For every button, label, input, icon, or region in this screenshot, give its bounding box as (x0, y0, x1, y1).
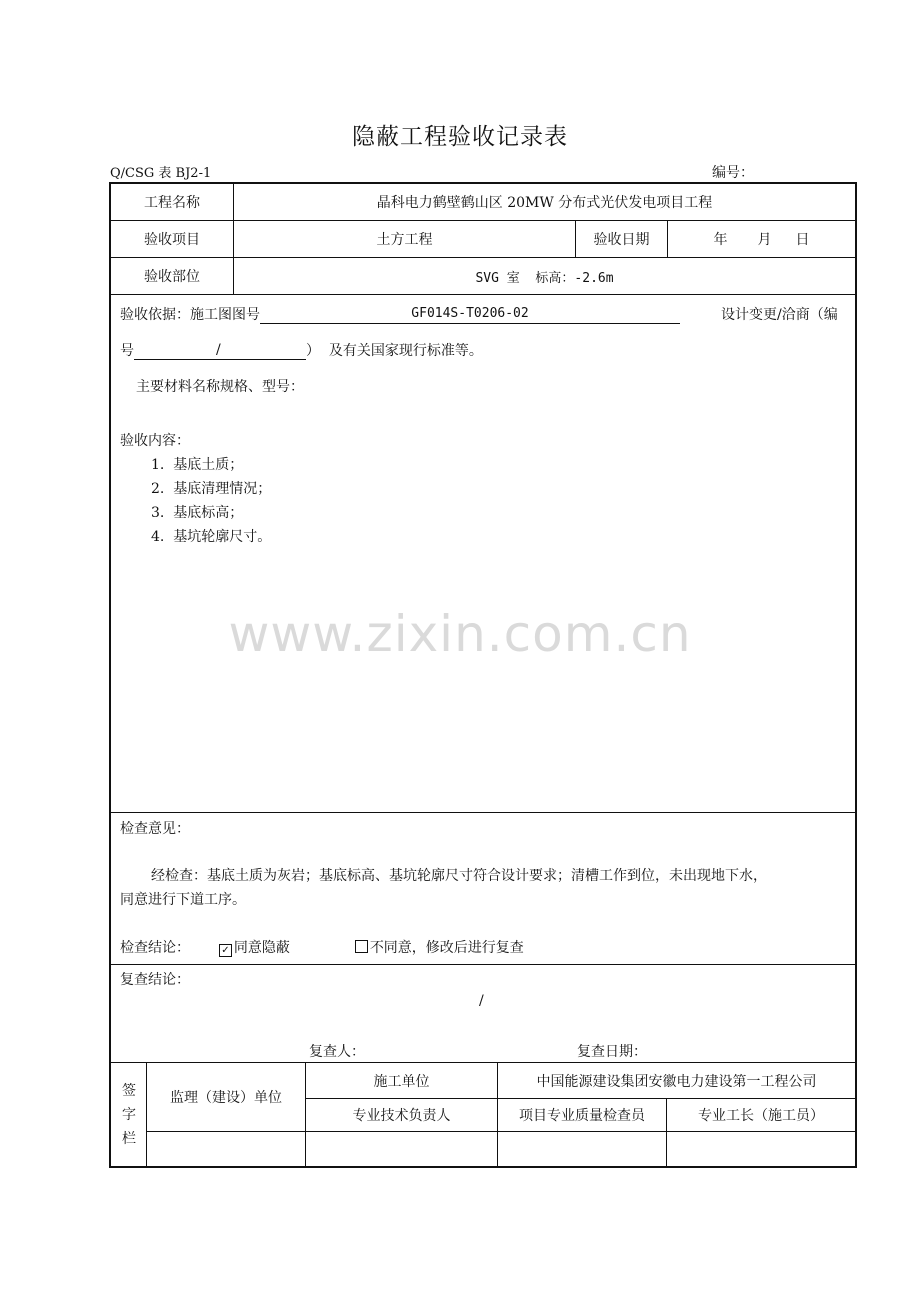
acceptance-item-value: 土方工程 (376, 232, 433, 248)
foreman-label: 专业工长（施工员） (698, 1108, 824, 1124)
contractor-unit-label: 施工单位 (373, 1073, 430, 1090)
acceptance-location-label: 验收部位 (144, 269, 200, 285)
tech-lead-label: 专业技术负责人 (352, 1108, 451, 1124)
supervisor-signature-field[interactable] (147, 1132, 305, 1166)
basis-label: 验收依据：施工图图号 (120, 307, 260, 323)
watermark: www.zixin.com.cn (228, 605, 692, 663)
content-item: 2. 基底清理情况； (151, 481, 272, 497)
basis-line-1 (120, 304, 680, 324)
change-number-field (134, 342, 306, 360)
serial-number-label: 编号： (712, 165, 754, 181)
disagree-checkbox[interactable] (355, 940, 368, 953)
signature-column-char: 字 (122, 1107, 136, 1123)
signature-column-char: 栏 (122, 1131, 136, 1147)
content-item: 3. 基底标高； (151, 505, 244, 521)
row-divider (111, 812, 855, 813)
recheck-value: / (479, 993, 484, 1009)
project-name-value: 晶科电力鹤壁鹤山区 20MW 分布式光伏发电项目工程 (376, 195, 713, 211)
date-month: 月 (757, 232, 772, 248)
acceptance-date-value (668, 221, 855, 257)
change-number-separator: / (216, 342, 221, 358)
disagree-option-label: 不同意，修改后进行复查 (369, 940, 524, 956)
row-divider (111, 294, 855, 295)
agree-option-label: 同意隐蔽 (233, 940, 290, 956)
tech-lead-signature-field[interactable] (306, 1132, 497, 1166)
quality-inspector-signature-field[interactable] (498, 1132, 666, 1166)
content-label: 验收内容： (120, 433, 190, 449)
inspection-form (109, 182, 857, 1168)
recheck-person-label: 复查人： (309, 1044, 365, 1060)
inspection-label: 检查意见： (120, 821, 190, 837)
conclusion-row (120, 937, 524, 957)
acceptance-item-label: 验收项目 (144, 232, 200, 248)
project-name-label: 工程名称 (144, 195, 200, 211)
document-title: 隐蔽工程验收记录表 (352, 124, 568, 150)
conclusion-label: 检查结论： (120, 940, 190, 956)
acceptance-date-label: 验收日期 (593, 232, 650, 248)
recheck-label: 复查结论： (120, 972, 190, 988)
materials-label: 主要材料名称规格、型号： (136, 379, 304, 395)
inspection-opinion-line-2: 同意进行下道工序。 (120, 892, 246, 908)
basis-line-2 (120, 340, 483, 360)
design-change-label: 设计变更/洽商（编 (721, 307, 838, 323)
content-item: 4. 基坑轮廓尺寸。 (151, 529, 272, 545)
basis-line2-suffix: ） 及有关国家现行标准等。 (306, 343, 483, 359)
recheck-date-label: 复查日期： (577, 1044, 647, 1060)
supervisor-unit-label: 监理（建设）单位 (170, 1090, 282, 1106)
quality-inspector-label: 项目专业质量检查员 (519, 1108, 645, 1124)
basis-line2-prefix: 号 (120, 343, 134, 359)
row-divider (111, 964, 855, 965)
date-year: 年 (713, 232, 728, 248)
inspection-opinion-line-1: 经检查：基底土质为灰岩；基底标高、基坑轮廓尺寸符合设计要求；清槽工作到位，未出现地下水， (151, 868, 767, 884)
form-code: Q/CSG 表 BJ2-1 (110, 166, 212, 181)
content-item: 1. 基底土质； (151, 457, 244, 473)
foreman-signature-field[interactable] (667, 1132, 855, 1166)
acceptance-location-value: SVG 室 标高：-2.6m (475, 270, 614, 286)
signature-column-char: 签 (122, 1083, 136, 1099)
drawing-number: GF014S-T0206-02 (260, 306, 680, 324)
agree-checkbox[interactable]: ✓ (219, 944, 232, 957)
date-day: 日 (795, 232, 810, 248)
contractor-name: 中国能源建设集团安徽电力建设第一工程公司 (536, 1073, 817, 1090)
